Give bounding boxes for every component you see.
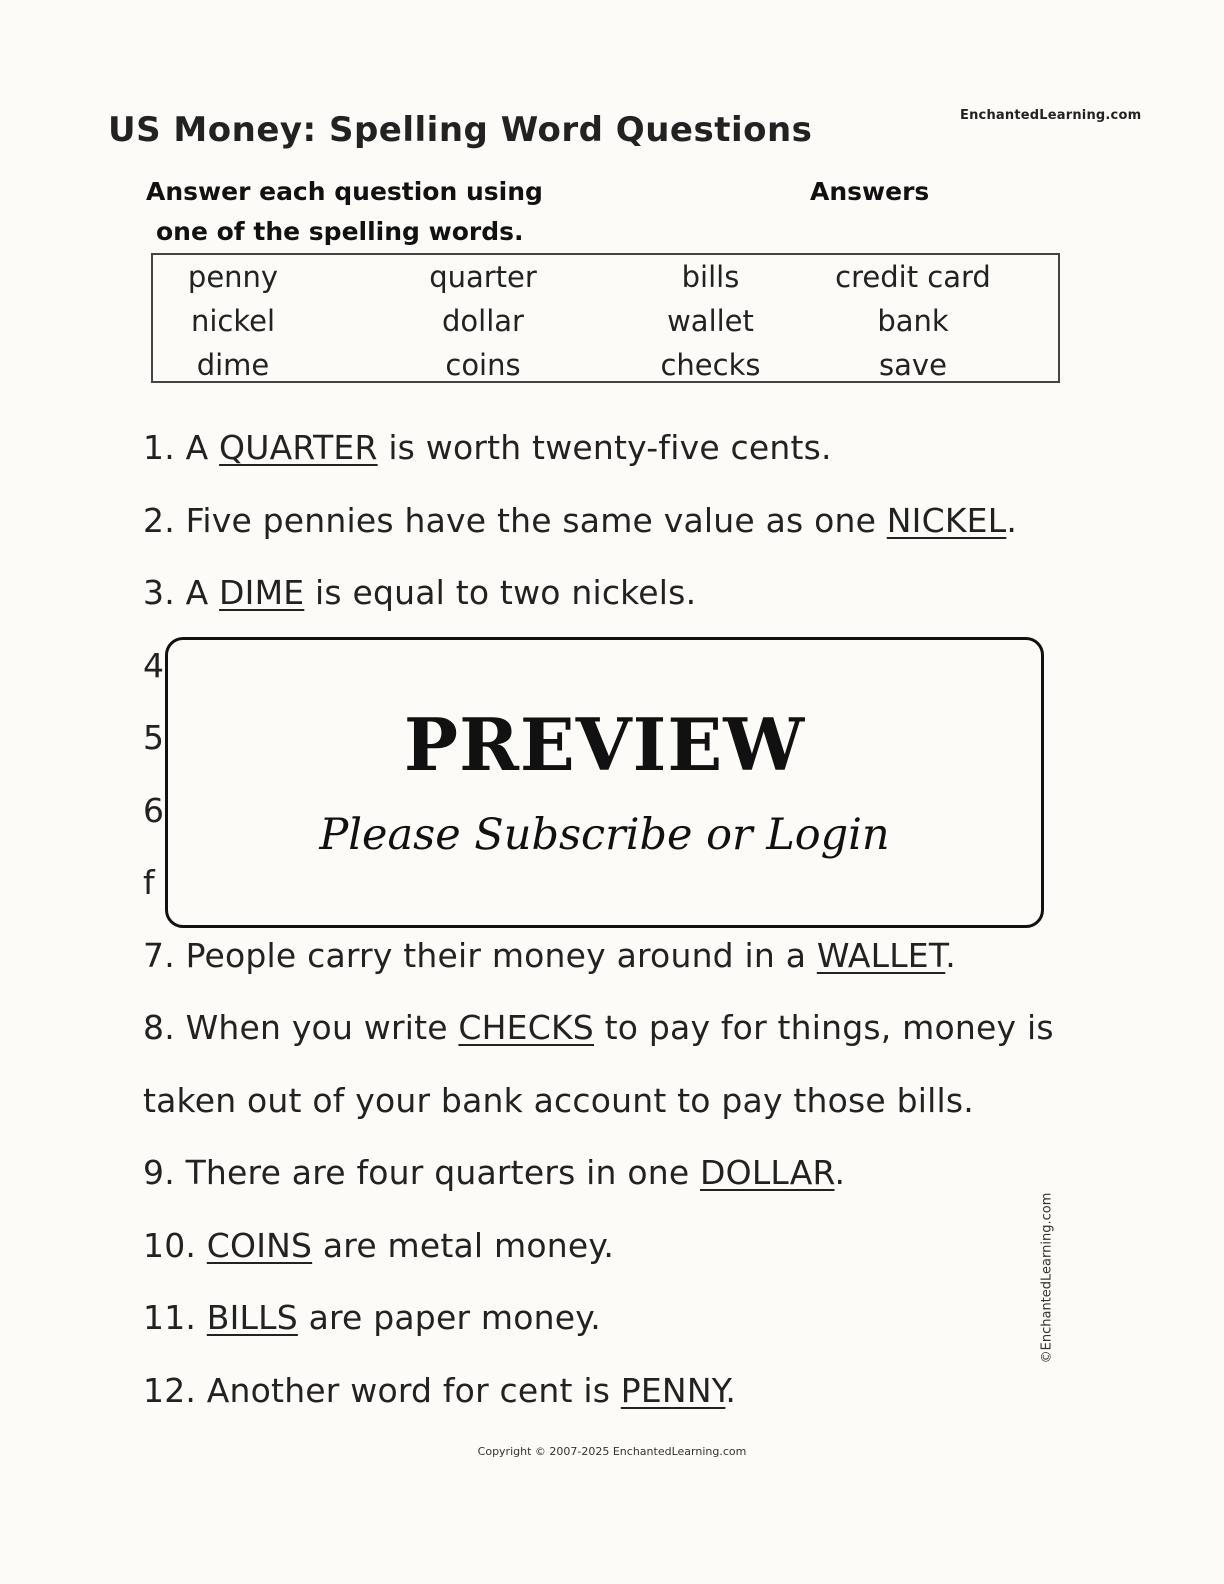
question-item [143, 1137, 1103, 1210]
question-text: are paper money. [297, 1298, 601, 1337]
question-text: 11. [143, 1298, 207, 1337]
page-title: US Money: Spelling Word Questions [108, 110, 813, 150]
answer-word: BILLS [206, 1298, 298, 1337]
word-bank-item: save [879, 348, 947, 382]
question-item [143, 485, 1103, 558]
question-item [143, 920, 1103, 993]
word-bank-item: quarter [429, 260, 537, 294]
question-text: 8. When you write [143, 1008, 459, 1047]
question-text: . [834, 1153, 846, 1192]
answer-word: DIME [219, 573, 305, 612]
word-bank-item: dime [196, 348, 270, 382]
question-text: 2. Five pennies have the same value as one [143, 500, 887, 540]
question-item [143, 412, 1103, 485]
instructions-line2: one of the spelling words. [156, 217, 524, 246]
word-bank-item: coins [445, 348, 521, 382]
word-bank-item: checks [660, 348, 761, 382]
question-item [143, 1210, 1103, 1283]
question-text: taken out of your bank account to pay those bills. [143, 1080, 974, 1120]
instructions [146, 172, 543, 252]
answer-word: QUARTER [219, 428, 378, 467]
subscribe-login-prompt[interactable]: Please Subscribe or Login [319, 810, 890, 860]
answer-word: DOLLAR [700, 1153, 835, 1192]
word-bank-item: credit card [835, 260, 991, 294]
answer-word: WALLET [816, 935, 946, 975]
question-item [143, 992, 1103, 1065]
question-item [143, 1355, 1103, 1428]
side-copyright: ©EnchantedLearning.com [1039, 1192, 1055, 1364]
question-text: 5 [143, 718, 165, 757]
question-text: 3. A [143, 573, 220, 612]
word-bank-item: bills [681, 260, 740, 294]
question-item [143, 557, 1103, 630]
question-text: is worth twenty-five cents. [377, 428, 832, 467]
question-text: . [945, 935, 956, 975]
question-text: f [143, 863, 155, 902]
word-bank-item: bank [877, 304, 949, 338]
question-text: . [1006, 500, 1018, 540]
footer-copyright: Copyright © 2007-2025 EnchantedLearning.com [477, 1445, 747, 1458]
word-bank-item: penny [187, 260, 279, 294]
question-text: 12. Another word for cent is [143, 1370, 621, 1410]
question-item [143, 1065, 1103, 1138]
word-bank-item: nickel [190, 304, 276, 338]
answers-header: Answers [810, 177, 930, 206]
answer-word: NICKEL [886, 500, 1007, 540]
site-label: EnchantedLearning.com [960, 108, 1142, 123]
question-text: 4 [143, 645, 165, 685]
preview-title: PREVIEW [403, 702, 806, 787]
word-bank [151, 253, 1060, 383]
question-text: 10. [143, 1225, 207, 1265]
answer-word: COINS [206, 1225, 313, 1265]
question-text: are metal money. [312, 1225, 615, 1265]
question-text: . [725, 1370, 737, 1410]
question-text: 9. There are four quarters in one [143, 1153, 701, 1192]
question-text: 1. A [143, 428, 220, 467]
answer-word: CHECKS [458, 1008, 594, 1047]
word-bank-item: dollar [442, 304, 524, 338]
instructions-line1: Answer each question using [146, 177, 543, 206]
word-bank-item: wallet [667, 304, 754, 338]
question-text: 7. People carry their money around in a [143, 935, 817, 975]
question-text: 6 [143, 790, 165, 830]
question-text: to pay for things, money is [593, 1008, 1054, 1047]
question-text: is equal to two nickels. [304, 573, 697, 612]
question-item [143, 1282, 1103, 1355]
preview-overlay[interactable] [165, 637, 1044, 928]
answer-word: PENNY [620, 1370, 726, 1410]
